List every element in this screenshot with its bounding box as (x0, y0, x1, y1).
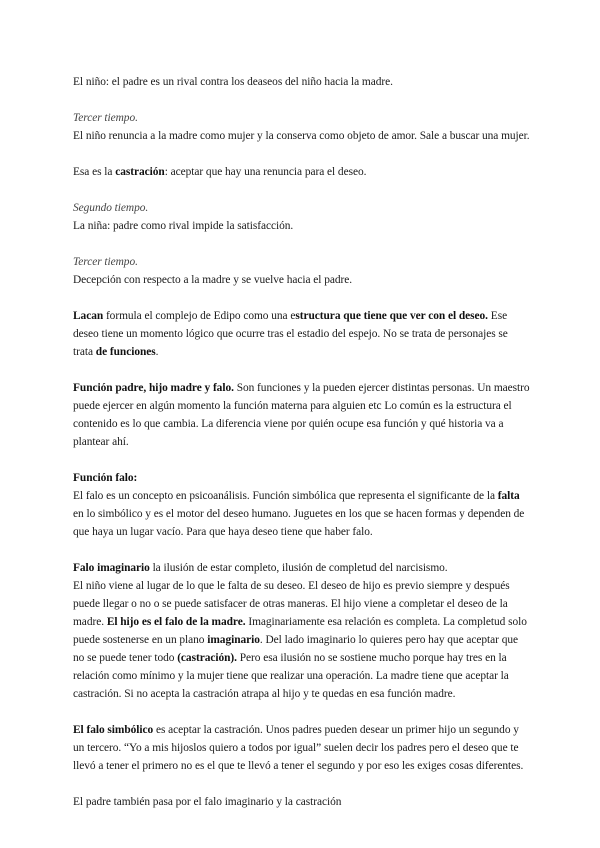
bold-term-falta: falta (497, 490, 520, 502)
paragraph-nino (73, 73, 530, 91)
text-segment: en lo simbólico y es el motor del deseo humano. Juguetes en los que se hacen formas y dependen de que haya un lugar vacío. Para que haya deseo tiene que haber falo. (73, 508, 525, 538)
bold-heading-funcion-falo: Función falo: (73, 472, 138, 484)
text-segment: Ese deseo tiene un momento lógico que ocurre tras el estadio del espejo. No se trata de personajes se trata (73, 310, 508, 358)
document-page (73, 73, 530, 811)
text-segment: formula el complejo de Edipo como una e (103, 310, 296, 322)
bold-term-castracion-paren: (castración). (177, 652, 237, 664)
paragraph-padre-falo: El padre también pasa por el falo imaginario y la castración (73, 796, 342, 808)
text-segment: El falo es un concepto en psicoanálisis. Función simbólica que representa el significante de la (73, 490, 498, 502)
paragraph-castracion (73, 163, 530, 181)
text-segment: Pero esa ilusión no se sostiene mucho porque hay tres en la relación como mínimo y la mujer tiene que realizar una operación. La madre tiene que aceptar la castración. Si no acepta la castración atrapa al hijo y te quedas en esa función madre. (73, 652, 509, 700)
paragraph-lacan (73, 307, 530, 361)
heading-segundo-tiempo: Segundo tiempo. (73, 202, 149, 214)
text-segment: Imaginariamente esa relación es completa. La completud solo puede sostenerse en un plano (73, 616, 527, 646)
paragraph-tercer-tiempo-nina: Decepción con respecto a la madre y se vuelve hacia el padre. (73, 274, 353, 286)
heading-tercer-tiempo-nina: Tercer tiempo. (73, 256, 138, 268)
paragraph-funcion-falo (73, 487, 530, 541)
bold-term-funciones: de funciones (95, 346, 156, 358)
paragraph-funciones (73, 379, 530, 451)
bold-term-funcion-padre: Función padre, hijo madre y falo. (73, 382, 234, 394)
bold-term-estructura: structura que tiene que ver con el deseo. (295, 310, 488, 322)
text-segment: Son funciones y la pueden ejercer distintas personas. Un maestro puede ejercer en algún momento la función materna para alguien etc Lo común es la estructura el contenido es lo que cambia. La diferencia viene por quién ocupe esa función y qué historia va a plantear ahí. (73, 382, 530, 448)
bold-term-falo-imaginario: Falo imaginario (73, 562, 150, 574)
text-segment: es aceptar la castración. Unos padres pueden desear un primer hijo un segundo y un tercero. “Yo a mis hijoslos quiero a todos por igual” suelen decir los padres pero el deseo que te llevó a tener el primero no es el que te llevó a tener el segundo y por eso les exiges cosas diferentes. (73, 724, 524, 772)
heading-funcion-falo (73, 469, 530, 487)
text-segment: . Del lado imaginario lo quieres pero hay que aceptar que no se puede tener todo (73, 634, 518, 664)
bold-term-castracion: castración (115, 166, 165, 178)
paragraph-nino-text: El niño: el padre es un rival contra los deaseos del niño hacia la madre. (73, 76, 393, 88)
text-segment: . (155, 346, 159, 358)
heading-tercer-tiempo-nino: Tercer tiempo. (73, 112, 138, 124)
paragraph-segundo-tiempo: La niña: padre como rival impide la satisfacción. (73, 220, 294, 232)
bold-term-lacan: Lacan (73, 310, 104, 322)
paragraph-tercer-tiempo-nino: El niño renuncia a la madre como mujer y la conserva como objeto de amor. Sale a buscar una mujer. (73, 130, 530, 142)
paragraph-falo-imaginario (73, 577, 530, 703)
bold-term-hijo-falo: El hijo es el falo de la madre. (106, 616, 246, 628)
text-segment: Esa es la (73, 166, 116, 178)
text-segment: la ilusión de estar completo, ilusión de completud del narcisismo. (149, 562, 448, 574)
paragraph-falo-simbolico (73, 721, 530, 775)
paragraph-falo-imaginario-intro (73, 559, 530, 577)
text-segment: : aceptar que hay una renuncia para el deseo. (164, 166, 367, 178)
bold-term-falo-simbolico: El falo simbólico (73, 724, 154, 736)
bold-term-imaginario: imaginario (207, 634, 260, 646)
text-segment: El niño viene al lugar de lo que le falta de su deseo. El deseo de hijo es previo siempre y después puede llegar o no o se puede satisfacer de otras maneras. El hijo viene a completar el deseo de la madre. (73, 580, 510, 628)
